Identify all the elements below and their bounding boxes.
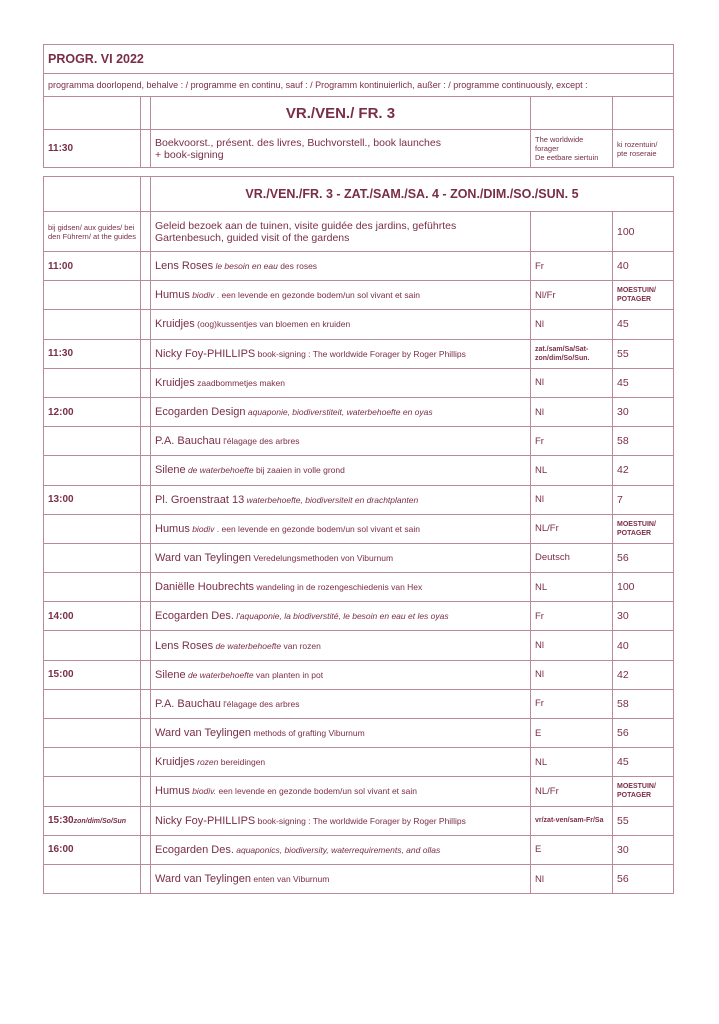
row-topic: biodiv bbox=[189, 523, 215, 534]
row-location: 56 bbox=[613, 543, 674, 572]
row-language: zat./sam/Sa/Sat-zon/dim/So/Sun. bbox=[531, 339, 613, 368]
row-presenter: Ecogarden Design bbox=[155, 406, 246, 419]
row-presenter: Kruidjes bbox=[155, 376, 195, 389]
row-location: 30 bbox=[613, 602, 674, 631]
row-time bbox=[44, 573, 141, 602]
row-time: 16:00 bbox=[44, 835, 141, 864]
row-presenter: Lens Roses bbox=[155, 639, 214, 652]
row-time: 11:30 bbox=[44, 339, 141, 368]
table-row bbox=[44, 543, 674, 572]
row-event bbox=[151, 631, 531, 660]
row-time bbox=[44, 748, 141, 777]
row-time: 11:00 bbox=[44, 252, 141, 281]
row-location: 45 bbox=[613, 748, 674, 777]
row-topic: biodiv bbox=[189, 290, 215, 301]
row-presenter: Ward van Teylingen bbox=[155, 727, 251, 740]
row-event bbox=[151, 602, 531, 631]
row-event bbox=[151, 777, 531, 806]
row-time: 12:00 bbox=[44, 397, 141, 426]
row-topic: de waterbehoefte bbox=[185, 669, 254, 680]
row-detail: bij zaaien in volle grond bbox=[253, 465, 345, 476]
row-event bbox=[151, 573, 531, 602]
row-detail: bereidingen bbox=[218, 757, 266, 768]
table-row bbox=[44, 777, 674, 806]
table-row bbox=[44, 252, 674, 281]
row-event bbox=[151, 514, 531, 543]
row-time bbox=[44, 427, 141, 456]
row-detail: The worldwide Forager by Roger Phillips bbox=[310, 348, 466, 359]
row-topic: de waterbehoefte bbox=[185, 465, 254, 476]
row-presenter: P.A. Bauchau bbox=[155, 435, 221, 448]
row-presenter: Nicky Foy-PHILLIPS bbox=[155, 814, 256, 827]
row-location: MOESTUIN/ POTAGER bbox=[613, 777, 674, 806]
table-row bbox=[44, 864, 674, 893]
row-detail: The worldwide Forager by Roger Phillips bbox=[310, 815, 466, 826]
row-language: NL/Fr bbox=[531, 777, 613, 806]
row-language: NL bbox=[531, 573, 613, 602]
table-row bbox=[44, 397, 674, 426]
row-event bbox=[151, 835, 531, 864]
row-language: E bbox=[531, 835, 613, 864]
row-language: Nl bbox=[531, 485, 613, 514]
row-time bbox=[44, 368, 141, 397]
row-event bbox=[151, 864, 531, 893]
row-detail: van rozen bbox=[281, 640, 321, 651]
row-topic: le besoin en eau bbox=[213, 261, 278, 272]
table-row bbox=[44, 748, 674, 777]
row-event bbox=[151, 543, 531, 572]
table-row bbox=[44, 427, 674, 456]
row-topic: book-signing : bbox=[255, 815, 311, 826]
row-location: MOESTUIN/ POTAGER bbox=[613, 514, 674, 543]
table-row bbox=[44, 631, 674, 660]
row-event bbox=[151, 719, 531, 748]
row-detail: l'élagage des arbres bbox=[220, 436, 300, 447]
row-detail: . een levende en gezonde bodem/un sol vivant et sain bbox=[214, 290, 420, 301]
table-row bbox=[44, 660, 674, 689]
row-presenter: Nicky Foy-PHILLIPS bbox=[155, 347, 256, 360]
table-row bbox=[44, 368, 674, 397]
row-location: 30 bbox=[613, 397, 674, 426]
row-time: 13:00 bbox=[44, 485, 141, 514]
row-time bbox=[44, 777, 141, 806]
row-language: Nl bbox=[531, 631, 613, 660]
row-detail: methods of grafting Viburnum bbox=[251, 728, 365, 739]
row-detail: . een levende en gezonde bodem/un sol vivant et sain bbox=[214, 523, 420, 534]
program-subtitle: programma doorlopend, behalve : / programme en continu, sauf : / Programm kontinuierlich, außer : / programme continuously, except : bbox=[44, 74, 674, 97]
row-language: Nl bbox=[531, 660, 613, 689]
row-event bbox=[151, 689, 531, 718]
row-detail: (oog)kussentjes van bloemen en kruiden bbox=[194, 319, 351, 330]
row-event bbox=[151, 368, 531, 397]
row-presenter: Ward van Teylingen bbox=[155, 551, 251, 564]
row-language: NL bbox=[531, 456, 613, 485]
table-row bbox=[44, 456, 674, 485]
row-time bbox=[44, 864, 141, 893]
table-row bbox=[44, 806, 674, 835]
row-language: Nl bbox=[531, 368, 613, 397]
row-time: 15:30zon/dim/So/Sun bbox=[44, 806, 141, 835]
row-language: Fr bbox=[531, 427, 613, 456]
row-location: 58 bbox=[613, 427, 674, 456]
row-topic: de waterbehoefte bbox=[213, 640, 282, 651]
row-language: Fr bbox=[531, 602, 613, 631]
row-location: 30 bbox=[613, 835, 674, 864]
row-event bbox=[151, 485, 531, 514]
row-detail: een levende en gezonde bodem/un sol vivant et sain bbox=[216, 786, 417, 797]
row-time bbox=[44, 689, 141, 718]
row-location: 56 bbox=[613, 719, 674, 748]
row-presenter: Ecogarden Des. bbox=[155, 843, 234, 856]
launch-event: Boekvoorst., présent. des livres, Buchvorstell., book launches + book-signing bbox=[151, 130, 531, 168]
row-location: 100 bbox=[613, 573, 674, 602]
row-topic: waterbehoefte, biodiversiteit en drachtplanten bbox=[244, 494, 419, 505]
row-detail: zaadbommetjes maken bbox=[194, 377, 285, 388]
row-event bbox=[151, 310, 531, 339]
program-page bbox=[43, 44, 673, 894]
table-row bbox=[44, 573, 674, 602]
row-location: 42 bbox=[613, 660, 674, 689]
row-language: Fr bbox=[531, 252, 613, 281]
table-row bbox=[44, 514, 674, 543]
row-presenter: Daniëlle Houbrechts bbox=[155, 581, 255, 594]
row-time-note: zon/dim/So/Sun bbox=[73, 818, 127, 826]
table-row bbox=[44, 602, 674, 631]
row-event bbox=[151, 806, 531, 835]
row-time bbox=[44, 310, 141, 339]
row-detail: wandeling in de rozengeschiedenis van Hex bbox=[254, 582, 423, 593]
row-time bbox=[44, 631, 141, 660]
header-table bbox=[43, 44, 674, 168]
row-event bbox=[151, 427, 531, 456]
row-language: vr/zat-ven/sam-Fr/Sa bbox=[531, 806, 613, 835]
row-location: 42 bbox=[613, 456, 674, 485]
launch-books: The worldwide forager De eetbare siertuin bbox=[531, 130, 613, 168]
row-location: MOESTUIN/ POTAGER bbox=[613, 281, 674, 310]
row-time bbox=[44, 514, 141, 543]
table-row bbox=[44, 281, 674, 310]
row-location: 40 bbox=[613, 252, 674, 281]
row-location: 45 bbox=[613, 310, 674, 339]
row-language: Nl bbox=[531, 864, 613, 893]
row-language: Fr bbox=[531, 689, 613, 718]
table-row bbox=[44, 310, 674, 339]
table-row bbox=[44, 339, 674, 368]
row-event bbox=[151, 397, 531, 426]
row-presenter: Kruidjes bbox=[155, 756, 195, 769]
row-time bbox=[44, 543, 141, 572]
row-detail: van planten in pot bbox=[253, 669, 324, 680]
row-topic: biodiv. bbox=[189, 786, 217, 797]
row-time: 14:00 bbox=[44, 602, 141, 631]
row-language: Nl bbox=[531, 397, 613, 426]
row-time bbox=[44, 281, 141, 310]
program-title: PROGR. VI 2022 bbox=[44, 45, 674, 74]
row-event bbox=[151, 339, 531, 368]
row-presenter: Humus bbox=[155, 785, 190, 798]
row-presenter: Kruidjes bbox=[155, 318, 195, 331]
table-row bbox=[44, 485, 674, 514]
row-location: 45 bbox=[613, 368, 674, 397]
launch-place: ki rozentuin/ pte roseraie bbox=[613, 130, 674, 168]
row-time: 15:00 bbox=[44, 660, 141, 689]
row-topic: aquaponics, biodiversity, waterrequirements, and ollas bbox=[233, 844, 441, 855]
table-row bbox=[44, 835, 674, 864]
row-detail: Veredelungsmethoden von Viburnum bbox=[251, 552, 394, 563]
row-presenter: Pl. Groenstraat 13 bbox=[155, 493, 245, 506]
row-language: Nl bbox=[531, 310, 613, 339]
row-language: Nl/Fr bbox=[531, 281, 613, 310]
row-presenter: Humus bbox=[155, 522, 190, 535]
row-event bbox=[151, 748, 531, 777]
row-presenter: P.A. Bauchau bbox=[155, 697, 221, 710]
row-location: 58 bbox=[613, 689, 674, 718]
row-location: 55 bbox=[613, 806, 674, 835]
row-topic: aquaponie, biodiverstiteit, waterbehoefte en oyas bbox=[245, 407, 433, 418]
row-language: NL bbox=[531, 748, 613, 777]
guided-event: Geleid bezoek aan de tuinen, visite guidée des jardins, geführtes Gartenbesuch, guided visit of the gardens bbox=[151, 212, 531, 252]
row-location: 40 bbox=[613, 631, 674, 660]
row-topic: rozen bbox=[194, 757, 219, 768]
row-location: 56 bbox=[613, 864, 674, 893]
schedule-table bbox=[43, 176, 674, 894]
row-event bbox=[151, 456, 531, 485]
row-presenter: Silene bbox=[155, 464, 186, 477]
row-topic: l'aquaponie, la biodiverstité, le besoin en eau et les oyas bbox=[233, 611, 449, 622]
row-time bbox=[44, 719, 141, 748]
row-presenter: Ecogarden Des. bbox=[155, 610, 234, 623]
row-location: 55 bbox=[613, 339, 674, 368]
row-detail: l'élagage des arbres bbox=[220, 698, 300, 709]
table-row bbox=[44, 689, 674, 718]
row-event bbox=[151, 252, 531, 281]
row-presenter: Silene bbox=[155, 668, 186, 681]
launch-time: 11:30 bbox=[44, 130, 141, 168]
row-event bbox=[151, 660, 531, 689]
schedule-rows bbox=[44, 252, 674, 894]
guided-num: 100 bbox=[613, 212, 674, 252]
row-presenter: Humus bbox=[155, 289, 190, 302]
row-language: Deutsch bbox=[531, 543, 613, 572]
day-title: VR./VEN./ FR. 3 bbox=[151, 97, 531, 130]
schedule-title: VR./VEN./FR. 3 - ZAT./SAM./SA. 4 - ZON./DIM./SO./SUN. 5 bbox=[151, 177, 674, 212]
table-row bbox=[44, 719, 674, 748]
row-presenter: Ward van Teylingen bbox=[155, 873, 251, 886]
row-presenter: Lens Roses bbox=[155, 260, 214, 273]
row-detail: enten van Viburnum bbox=[251, 874, 330, 885]
row-detail: des roses bbox=[277, 261, 318, 272]
row-language: E bbox=[531, 719, 613, 748]
row-language: NL/Fr bbox=[531, 514, 613, 543]
row-event bbox=[151, 281, 531, 310]
row-location: 7 bbox=[613, 485, 674, 514]
row-topic: book-signing : bbox=[255, 348, 311, 359]
row-time bbox=[44, 456, 141, 485]
guided-label: bij gidsen/ aux guides/ bei den Führern/ at the guides bbox=[44, 212, 141, 252]
